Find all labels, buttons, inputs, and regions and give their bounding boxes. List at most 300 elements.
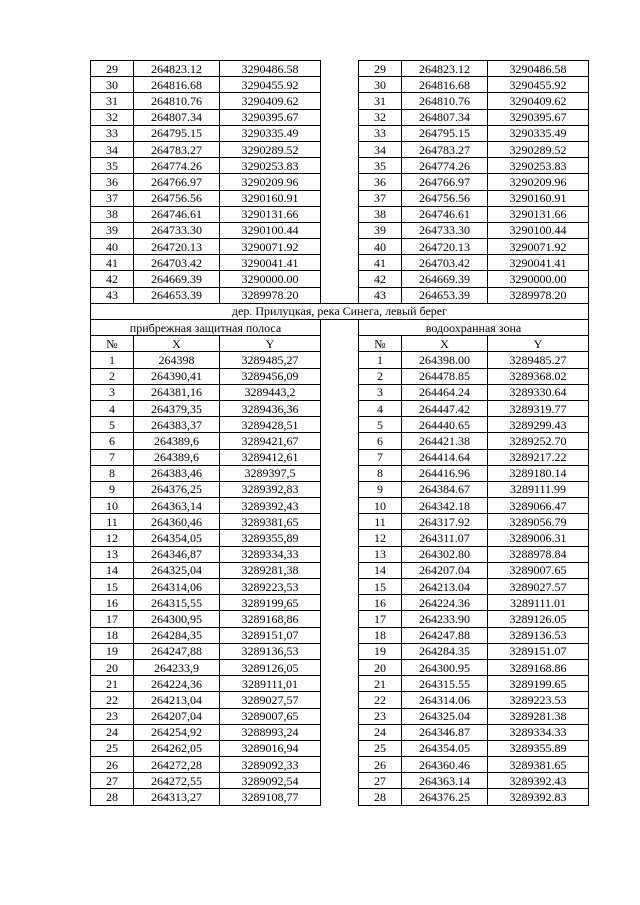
table-row xyxy=(91,287,589,303)
cell-y-right: 3290409.62 xyxy=(488,93,589,109)
cell-num-right: 9 xyxy=(359,481,402,497)
cell-y-left: 3289136,53 xyxy=(220,643,321,659)
cell-y-left: 3289428,51 xyxy=(220,417,321,433)
cell-x-right: 264421.38 xyxy=(402,433,488,449)
cell-num-left: 43 xyxy=(91,287,134,303)
cell-num-left: 30 xyxy=(91,77,134,93)
cell-num-right: 25 xyxy=(359,740,402,756)
cell-num-left: 15 xyxy=(91,579,134,595)
cell-y-left: 3289436,36 xyxy=(220,400,321,416)
cell-x-left: 264653.39 xyxy=(134,287,220,303)
cell-num-right: 22 xyxy=(359,692,402,708)
cell-y-left: 3290209.96 xyxy=(220,174,321,190)
cell-x-left: 264810.76 xyxy=(134,93,220,109)
cell-num-left: 5 xyxy=(91,417,134,433)
cell-num-right: 15 xyxy=(359,579,402,595)
table-row xyxy=(91,158,589,174)
cell-x-left: 264247,88 xyxy=(134,643,220,659)
cell-y-left: 3290253.83 xyxy=(220,158,321,174)
cell-y-left: 3290041.41 xyxy=(220,255,321,271)
cell-x-right: 264720.13 xyxy=(402,239,488,255)
cell-x-left: 264795.15 xyxy=(134,125,220,141)
cell-y-left: 3289126,05 xyxy=(220,659,321,675)
cell-x-left: 264383,37 xyxy=(134,417,220,433)
cell-y-right: 3289392.83 xyxy=(488,789,589,805)
cell-num-right: 32 xyxy=(359,109,402,125)
cell-num-right: 16 xyxy=(359,595,402,611)
cell-x-right: 264746.61 xyxy=(402,206,488,222)
table-row xyxy=(91,61,589,77)
cell-x-left: 264390,41 xyxy=(134,368,220,384)
table-row xyxy=(91,659,589,675)
cell-y-left: 3289978.20 xyxy=(220,287,321,303)
cell-x-left: 264262,05 xyxy=(134,740,220,756)
cell-num-left: 6 xyxy=(91,433,134,449)
cell-y-left: 3289355,89 xyxy=(220,530,321,546)
cell-x-left: 264272,55 xyxy=(134,773,220,789)
cell-x-left: 264300,95 xyxy=(134,611,220,627)
table-row xyxy=(91,125,589,141)
section-header xyxy=(91,303,589,352)
cell-num-left: 28 xyxy=(91,789,134,805)
cell-num-left: 19 xyxy=(91,643,134,659)
cell-x-left: 264383,46 xyxy=(134,465,220,481)
cell-y-right: 3289066.47 xyxy=(488,498,589,514)
cell-x-left: 264381,16 xyxy=(134,384,220,400)
cell-x-right: 264703.42 xyxy=(402,255,488,271)
cell-num-right: 34 xyxy=(359,141,402,157)
cell-num-right: 3 xyxy=(359,384,402,400)
cell-x-right: 264284.35 xyxy=(402,643,488,659)
cell-y-left: 3290289.52 xyxy=(220,141,321,157)
cell-x-right: 264653.39 xyxy=(402,287,488,303)
cell-y-left: 3289281,38 xyxy=(220,562,321,578)
cell-x-left: 264315,55 xyxy=(134,595,220,611)
cell-num-left: 20 xyxy=(91,659,134,675)
cell-y-left: 3288993,24 xyxy=(220,724,321,740)
table-row xyxy=(91,740,589,756)
cell-y-left: 3290486.58 xyxy=(220,61,321,77)
cell-x-right: 264440.65 xyxy=(402,417,488,433)
cell-y-right: 3289111.01 xyxy=(488,595,589,611)
cell-num-right: 40 xyxy=(359,239,402,255)
cell-x-left: 264379,35 xyxy=(134,400,220,416)
cell-num-left: 22 xyxy=(91,692,134,708)
cell-num-left: 42 xyxy=(91,271,134,287)
cell-y-left: 3290409.62 xyxy=(220,93,321,109)
cell-x-left: 264766.97 xyxy=(134,174,220,190)
cell-y-left: 3289092,54 xyxy=(220,773,321,789)
cell-x-right: 264766.97 xyxy=(402,174,488,190)
cell-num-right: 21 xyxy=(359,676,402,692)
cell-y-left: 3289007,65 xyxy=(220,708,321,724)
cell-x-right: 264213.04 xyxy=(402,579,488,595)
cell-x-right: 264311.07 xyxy=(402,530,488,546)
cell-y-right: 3289006.31 xyxy=(488,530,589,546)
cell-x-left: 264746.61 xyxy=(134,206,220,222)
table-row xyxy=(91,692,589,708)
cell-x-right: 264810.76 xyxy=(402,93,488,109)
table-row xyxy=(91,109,589,125)
cell-x-right: 264478.85 xyxy=(402,368,488,384)
table-row xyxy=(91,239,589,255)
cell-num-right: 41 xyxy=(359,255,402,271)
cell-x-right: 264807.34 xyxy=(402,109,488,125)
cell-x-left: 264823.12 xyxy=(134,61,220,77)
cell-num-right: 23 xyxy=(359,708,402,724)
cell-num-right: 43 xyxy=(359,287,402,303)
cell-num-right: 14 xyxy=(359,562,402,578)
cell-x-left: 264816.68 xyxy=(134,77,220,93)
cell-y-left: 3290455.92 xyxy=(220,77,321,93)
col-header-x-right: X xyxy=(402,336,488,352)
cell-y-left: 3290160.91 xyxy=(220,190,321,206)
cell-num-left: 12 xyxy=(91,530,134,546)
cell-x-left: 264733.30 xyxy=(134,222,220,238)
cell-num-left: 7 xyxy=(91,449,134,465)
cell-x-right: 264325.04 xyxy=(402,708,488,724)
cell-x-right: 264224.36 xyxy=(402,595,488,611)
cell-num-left: 31 xyxy=(91,93,134,109)
cell-x-right: 264795.15 xyxy=(402,125,488,141)
cell-x-right: 264783.27 xyxy=(402,141,488,157)
cell-y-left: 3289392,43 xyxy=(220,498,321,514)
cell-y-right: 3290209.96 xyxy=(488,174,589,190)
table-row xyxy=(91,77,589,93)
cell-y-left: 3289151,07 xyxy=(220,627,321,643)
cell-y-right: 3290131.66 xyxy=(488,206,589,222)
cell-x-left: 264363,14 xyxy=(134,498,220,514)
cell-x-right: 264317.92 xyxy=(402,514,488,530)
cell-x-right: 264733.30 xyxy=(402,222,488,238)
cell-num-right: 38 xyxy=(359,206,402,222)
cell-num-right: 13 xyxy=(359,546,402,562)
cell-num-left: 33 xyxy=(91,125,134,141)
coordinates-table xyxy=(90,60,589,806)
cell-x-right: 264233.90 xyxy=(402,611,488,627)
column-header-row xyxy=(91,336,589,352)
cell-y-right: 3290335.49 xyxy=(488,125,589,141)
cell-num-left: 11 xyxy=(91,514,134,530)
cell-num-left: 24 xyxy=(91,724,134,740)
cell-num-left: 16 xyxy=(91,595,134,611)
cell-y-left: 3289381,65 xyxy=(220,514,321,530)
cell-y-right: 3289355.89 xyxy=(488,740,589,756)
cell-y-left: 3289334,33 xyxy=(220,546,321,562)
cell-num-left: 27 xyxy=(91,773,134,789)
cell-x-left: 264313,27 xyxy=(134,789,220,805)
cell-num-left: 9 xyxy=(91,481,134,497)
cell-x-left: 264720.13 xyxy=(134,239,220,255)
cell-num-left: 35 xyxy=(91,158,134,174)
cell-num-left: 23 xyxy=(91,708,134,724)
cell-y-right: 3289111.99 xyxy=(488,481,589,497)
cell-x-left: 264360,46 xyxy=(134,514,220,530)
cell-y-right: 3289136.53 xyxy=(488,627,589,643)
table-row xyxy=(91,271,589,287)
cell-y-right: 3289056.79 xyxy=(488,514,589,530)
table-row xyxy=(91,93,589,109)
cell-y-right: 3289381.65 xyxy=(488,757,589,773)
table-row xyxy=(91,676,589,692)
cell-y-right: 3289252.70 xyxy=(488,433,589,449)
cell-num-right: 4 xyxy=(359,400,402,416)
cell-num-right: 12 xyxy=(359,530,402,546)
table-row xyxy=(91,174,589,190)
bottom-rows xyxy=(91,352,589,805)
cell-x-left: 264783.27 xyxy=(134,141,220,157)
cell-num-right: 10 xyxy=(359,498,402,514)
col-header-x-left: X xyxy=(134,336,220,352)
cell-y-right: 3289151.07 xyxy=(488,643,589,659)
cell-y-right: 3290071.92 xyxy=(488,239,589,255)
cell-num-left: 41 xyxy=(91,255,134,271)
cell-x-right: 264823.12 xyxy=(402,61,488,77)
cell-x-right: 264447.42 xyxy=(402,400,488,416)
table-row xyxy=(91,643,589,659)
table-row xyxy=(91,481,589,497)
table-row xyxy=(91,595,589,611)
table-row xyxy=(91,206,589,222)
table-row xyxy=(91,352,589,368)
right-subtitle: водоохранная зона xyxy=(359,320,589,336)
table-row xyxy=(91,255,589,271)
cell-num-right: 7 xyxy=(359,449,402,465)
cell-x-right: 264300.95 xyxy=(402,659,488,675)
cell-num-right: 28 xyxy=(359,789,402,805)
cell-y-left: 3289421,67 xyxy=(220,433,321,449)
cell-y-left: 3289223,53 xyxy=(220,579,321,595)
cell-y-right: 3290289.52 xyxy=(488,141,589,157)
cell-x-right: 264774.26 xyxy=(402,158,488,174)
cell-x-right: 264464.24 xyxy=(402,384,488,400)
cell-y-right: 3289978.20 xyxy=(488,287,589,303)
cell-y-right: 3290486.58 xyxy=(488,61,589,77)
cell-y-right: 3288978.84 xyxy=(488,546,589,562)
cell-num-right: 35 xyxy=(359,158,402,174)
table-row xyxy=(91,789,589,805)
cell-y-right: 3290160.91 xyxy=(488,190,589,206)
cell-x-left: 264669.39 xyxy=(134,271,220,287)
table-row xyxy=(91,708,589,724)
cell-x-right: 264414.64 xyxy=(402,449,488,465)
cell-y-right: 3290100.44 xyxy=(488,222,589,238)
cell-x-right: 264346.87 xyxy=(402,724,488,740)
cell-y-right: 3289126.05 xyxy=(488,611,589,627)
cell-num-left: 18 xyxy=(91,627,134,643)
cell-num-left: 32 xyxy=(91,109,134,125)
cell-x-right: 264816.68 xyxy=(402,77,488,93)
table-row xyxy=(91,611,589,627)
table-row xyxy=(91,724,589,740)
table-row xyxy=(91,530,589,546)
col-header-num-right: № xyxy=(359,336,402,352)
cell-num-right: 27 xyxy=(359,773,402,789)
cell-x-right: 264314.06 xyxy=(402,692,488,708)
cell-num-left: 25 xyxy=(91,740,134,756)
cell-x-left: 264213,04 xyxy=(134,692,220,708)
cell-x-left: 264325,04 xyxy=(134,562,220,578)
cell-x-right: 264416.96 xyxy=(402,465,488,481)
cell-x-right: 264360.46 xyxy=(402,757,488,773)
cell-num-right: 26 xyxy=(359,757,402,773)
cell-y-left: 3289392,83 xyxy=(220,481,321,497)
table-row xyxy=(91,579,589,595)
cell-x-right: 264756.56 xyxy=(402,190,488,206)
cell-x-left: 264774.26 xyxy=(134,158,220,174)
cell-num-left: 21 xyxy=(91,676,134,692)
cell-y-right: 3289281.38 xyxy=(488,708,589,724)
cell-y-left: 3289397,5 xyxy=(220,465,321,481)
table-row xyxy=(91,368,589,384)
cell-num-left: 10 xyxy=(91,498,134,514)
cell-y-right: 3289027.57 xyxy=(488,579,589,595)
cell-x-right: 264302.80 xyxy=(402,546,488,562)
table-row xyxy=(91,498,589,514)
cell-x-right: 264207.04 xyxy=(402,562,488,578)
cell-num-left: 38 xyxy=(91,206,134,222)
cell-num-right: 31 xyxy=(359,93,402,109)
cell-num-right: 11 xyxy=(359,514,402,530)
cell-num-left: 34 xyxy=(91,141,134,157)
cell-y-right: 3289299.43 xyxy=(488,417,589,433)
table-row xyxy=(91,514,589,530)
cell-num-right: 30 xyxy=(359,77,402,93)
cell-num-right: 18 xyxy=(359,627,402,643)
cell-num-right: 6 xyxy=(359,433,402,449)
cell-y-right: 3289485.27 xyxy=(488,352,589,368)
cell-y-right: 3289217.22 xyxy=(488,449,589,465)
table-row xyxy=(91,141,589,157)
cell-num-left: 26 xyxy=(91,757,134,773)
table-row xyxy=(91,417,589,433)
col-header-num-left: № xyxy=(91,336,134,352)
cell-y-right: 3289334.33 xyxy=(488,724,589,740)
table-row xyxy=(91,562,589,578)
cell-x-left: 264398 xyxy=(134,352,220,368)
cell-y-left: 3290131.66 xyxy=(220,206,321,222)
cell-y-left: 3289108,77 xyxy=(220,789,321,805)
cell-num-right: 24 xyxy=(359,724,402,740)
cell-x-left: 264703.42 xyxy=(134,255,220,271)
cell-num-left: 39 xyxy=(91,222,134,238)
cell-num-left: 17 xyxy=(91,611,134,627)
cell-y-left: 3290100.44 xyxy=(220,222,321,238)
cell-x-left: 264354,05 xyxy=(134,530,220,546)
cell-x-left: 264346,87 xyxy=(134,546,220,562)
cell-x-left: 264756.56 xyxy=(134,190,220,206)
cell-y-right: 3290395.67 xyxy=(488,109,589,125)
cell-y-left: 3290395.67 xyxy=(220,109,321,125)
table-row xyxy=(91,546,589,562)
cell-num-right: 36 xyxy=(359,174,402,190)
cell-y-left: 3289168,86 xyxy=(220,611,321,627)
cell-num-right: 37 xyxy=(359,190,402,206)
table-row xyxy=(91,449,589,465)
cell-x-left: 264314,06 xyxy=(134,579,220,595)
cell-x-left: 264376,25 xyxy=(134,481,220,497)
cell-y-right: 3289180.14 xyxy=(488,465,589,481)
cell-x-right: 264384.67 xyxy=(402,481,488,497)
cell-y-right: 3290253.83 xyxy=(488,158,589,174)
cell-num-right: 29 xyxy=(359,61,402,77)
left-subtitle: прибрежная защитная полоса xyxy=(91,320,321,336)
cell-y-left: 3289092,33 xyxy=(220,757,321,773)
cell-y-right: 3289168.86 xyxy=(488,659,589,675)
col-header-y-right: Y xyxy=(488,336,589,352)
cell-x-left: 264389,6 xyxy=(134,433,220,449)
cell-x-left: 264284,35 xyxy=(134,627,220,643)
table-row xyxy=(91,757,589,773)
cell-num-left: 1 xyxy=(91,352,134,368)
cell-y-left: 3289443,2 xyxy=(220,384,321,400)
cell-num-left: 29 xyxy=(91,61,134,77)
cell-y-left: 3289111,01 xyxy=(220,676,321,692)
cell-num-left: 4 xyxy=(91,400,134,416)
table-row xyxy=(91,384,589,400)
cell-y-left: 3289456,09 xyxy=(220,368,321,384)
cell-y-left: 3289412,61 xyxy=(220,449,321,465)
cell-y-left: 3289016,94 xyxy=(220,740,321,756)
cell-x-left: 264233,9 xyxy=(134,659,220,675)
cell-x-left: 264254,92 xyxy=(134,724,220,740)
cell-x-right: 264247.88 xyxy=(402,627,488,643)
cell-y-right: 3290455.92 xyxy=(488,77,589,93)
cell-y-right: 3290000.00 xyxy=(488,271,589,287)
cell-x-right: 264342.18 xyxy=(402,498,488,514)
cell-num-right: 42 xyxy=(359,271,402,287)
cell-num-left: 37 xyxy=(91,190,134,206)
cell-x-right: 264398.00 xyxy=(402,352,488,368)
cell-num-left: 14 xyxy=(91,562,134,578)
cell-num-right: 8 xyxy=(359,465,402,481)
table-row xyxy=(91,773,589,789)
cell-y-left: 3289485,27 xyxy=(220,352,321,368)
cell-y-left: 3289027,57 xyxy=(220,692,321,708)
cell-y-left: 3290335.49 xyxy=(220,125,321,141)
cell-y-right: 3290041.41 xyxy=(488,255,589,271)
table-row xyxy=(91,627,589,643)
cell-num-right: 2 xyxy=(359,368,402,384)
cell-x-left: 264807.34 xyxy=(134,109,220,125)
col-header-y-left: Y xyxy=(220,336,321,352)
cell-y-right: 3289319.77 xyxy=(488,400,589,416)
cell-y-right: 3289223.53 xyxy=(488,692,589,708)
table-row xyxy=(91,222,589,238)
cell-y-right: 3289199.65 xyxy=(488,676,589,692)
cell-y-left: 3290071.92 xyxy=(220,239,321,255)
section-title: дер. Прилуцкая, река Синега, левый берег xyxy=(91,303,589,319)
cell-num-right: 19 xyxy=(359,643,402,659)
cell-num-right: 39 xyxy=(359,222,402,238)
top-rows xyxy=(91,61,589,304)
cell-num-left: 13 xyxy=(91,546,134,562)
table-row xyxy=(91,465,589,481)
cell-num-left: 40 xyxy=(91,239,134,255)
table-row xyxy=(91,400,589,416)
cell-num-left: 36 xyxy=(91,174,134,190)
cell-x-left: 264207,04 xyxy=(134,708,220,724)
cell-num-left: 8 xyxy=(91,465,134,481)
cell-num-right: 17 xyxy=(359,611,402,627)
cell-x-right: 264376.25 xyxy=(402,789,488,805)
cell-y-right: 3289392.43 xyxy=(488,773,589,789)
table-row xyxy=(91,433,589,449)
cell-num-right: 5 xyxy=(359,417,402,433)
cell-x-right: 264669.39 xyxy=(402,271,488,287)
cell-num-left: 2 xyxy=(91,368,134,384)
cell-x-right: 264363.14 xyxy=(402,773,488,789)
